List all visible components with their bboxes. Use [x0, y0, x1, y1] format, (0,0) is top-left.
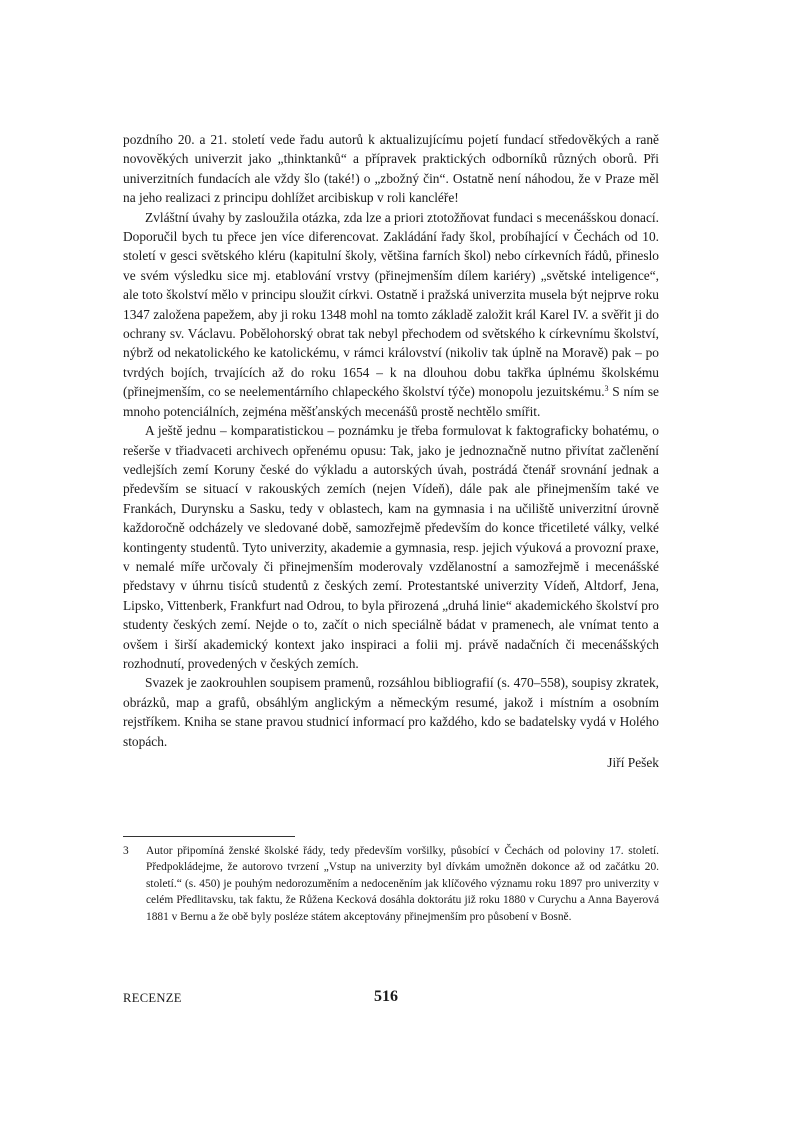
footnote-text: Autor připomíná ženské školské řády, tedy především voršilky, působící v Čechách od poloviny 17. století. Předpokládejme, že autorovo tvrzení „Vstup na univerzity byl dívkám umožněn dokonce až od začátku 20. století.“ (s. 450) je pouhým nedorozuměním a nedoceněním jak klíčového významu roku 1897 pro univerzity v celém Předlitavsku, tak faktu, že Růžena Kecková dosáhla doktorátu již roku 1880 v Curychu a Anna Bayerová 1881 v Bernu a že obě byly posléze státem akceptovány přinejmenším pro působení v Bosně.: [146, 845, 659, 923]
footnote-divider: [123, 836, 295, 837]
page-number: 516: [374, 988, 398, 1005]
running-head: RECENZE: [123, 991, 182, 1005]
paragraph-1: pozdního 20. a 21. století vede řadu autorů k aktualizujícímu pojetí fundací středověkých a raně novověkých univerzit jako „thinktanků“ a přípravek praktických odborníků různých oborů. Při univerzitních fundacích ale vždy šlo (také!) o „zbožný čin“. Ostatně není náhodou, že v Praze měl na jeho realizaci z principu dohlížet arcibiskup v roli kancléře!: [123, 132, 659, 206]
footnote-reference[interactable]: 3: [604, 384, 609, 394]
footnote: [123, 843, 659, 925]
body-text: [123, 130, 659, 772]
paragraph-3: A ještě jednu – komparatistickou – poznámku je třeba formulovat k faktograficky bohatému, o rešerše v třiadvaceti archivech opřenému opusu: Tak, jako je jednoznačně nutno přivítat začlenění vedlejších zemí Koruny české do výkladu a autorských úvah, postrádá čtenář srovnání jednak a především se situací v rakouských zemích (nejen Vídeň), dále pak ale přinejmenším také ve Frankách, Durynsku a Sasku, tedy v oblastech, kam na gymnasia i na učiliště univerzitní úrovně každoročně odcházely ve sledované době, samozřejmě především do konce třicetileté války, velké kontingenty studentů. Tyto univerzity, akademie a gymnasia, resp. jejich výuková a provozní praxe, v nemalé míře určovaly či přinejmenším moderovaly vzdělanostní a samozřejmě i mecenášské představy v úhrnu tisíců studentů z českých zemí. Protestantské univerzity Vídeň, Altdorf, Jena, Lipsko, Vittenberk, Frankfurt nad Odrou, to byla přirozená „druhá linie“ akademického školství pro studenty českých zemí. Nejde o to, začít o nich speciálně bádat v pramenech, ale vnímat tento a ovšem i širší akademický kontext jako inspiraci a folii mj. právě nadačních či mecenášských rozhodnutí, provedených v českých zemích.: [123, 423, 659, 671]
footnote-number: 3: [123, 845, 129, 857]
paragraph-2-text: Zvláštní úvahy by zasloužila otázka, zda lze a priori ztotožňovat fundaci s mecenášskou donací. Doporučil bych tu přece jen více diferencovat. Zakládání řady škol, probíhající v Čechách od 10. století v gesci světského kléru (kapitulní školy, většina farních škol) nebo církevních řádů, přineslo ve svém výsledku sice mj. etablování vrstvy (přinejmenším dílem kariéry) „světské inteligence“, ale toto školství mělo v principu sloužit církvi. Ostatně i pražská univerzita musela být nejprve roku 1347 založena papežem, aby ji roku 1348 mohl na tomto základě založit král Karel IV. a svěřit ji do ochrany sv. Václavu. Pobělohorský obrat tak nebyl přechodem od světského k církevnímu školství, nýbrž od nekatolického ke katolickému, v rámci království (nikoliv tak úplně na Moravě) pak – po tvrdých bojích, trvajících až do roku 1654 – k na dlouhou dobu takřka úplnému školskému (přinejmenším, co se neelementárního chlapeckého školství týče) monopolu jezuitskému.: [123, 209, 659, 400]
paragraph-4: Svazek je zaokrouhlen soupisem pramenů, rozsáhlou bibliografií (s. 470–558), soupisy zkratek, obrázků, map a grafů, obsáhlým anglickým a německým resumé, jakož i místním a osobním rejstříkem. Kniha se stane pravou studnicí informací pro každého, kdo se badatelsky vydá v Holého stopách.: [123, 675, 659, 749]
author-signature: Jiří Pešek: [607, 755, 659, 770]
paragraph-2-tail: S ním se mnoho potenciálních, zejména měšťanských mecenášů prostě nechtělo smířit.: [123, 384, 659, 419]
paragraph-2: [123, 208, 659, 421]
